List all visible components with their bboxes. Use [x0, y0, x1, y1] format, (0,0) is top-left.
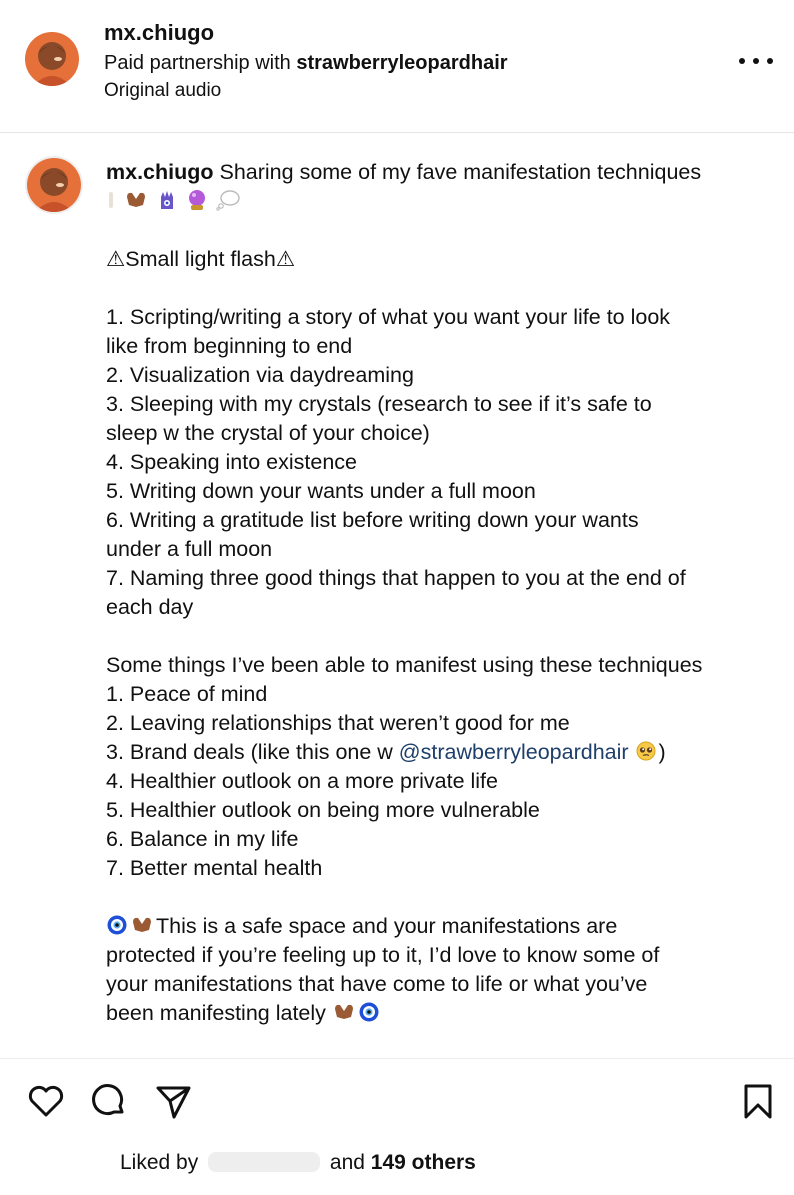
profile-avatar[interactable]	[25, 32, 79, 86]
caption-line: 3. Sleeping with my crystals (research to see if it’s safe to	[106, 392, 652, 416]
caption-spacer	[106, 622, 771, 651]
section-divider	[0, 1058, 794, 1059]
caption-line: 4. Speaking into existence	[106, 450, 357, 474]
post-caption	[106, 158, 771, 1028]
caption-line: like from beginning to end	[106, 334, 353, 358]
caption-line: 1. Scripting/writing a story of what you want your life to look	[106, 305, 671, 329]
caption-emoji-row	[106, 187, 771, 216]
comment-icon[interactable]	[88, 1080, 130, 1122]
caption-line: your manifestations that have come to life or what you’ve	[106, 972, 648, 996]
post-author-username[interactable]: mx.chiugo	[104, 20, 215, 45]
caption-line: 6. Balance in my life	[106, 827, 299, 851]
heart-hands-emoji-icon	[124, 189, 148, 211]
caption-line: 2. Leaving relationships that weren’t good for me	[106, 711, 570, 735]
caption-line: Some things I’ve been able to manifest using these techniques	[106, 653, 703, 677]
caption-line: 6. Writing a gratitude list before writing down your wants	[106, 508, 639, 532]
mention-link[interactable]: @strawberryleopardhair	[398, 740, 629, 764]
caption-line: 7. Naming three good things that happen to you at the end of	[106, 566, 686, 590]
audio-link[interactable]: Original audio	[104, 80, 222, 101]
likes-prefix: Liked by	[120, 1151, 199, 1174]
liked-by-user-blurred[interactable]	[208, 1152, 320, 1172]
bookmark-icon[interactable]	[737, 1080, 779, 1122]
caption-line: 4. Healthier outlook on a more private life	[106, 769, 498, 793]
nazar-amulet-emoji-icon	[358, 1001, 380, 1023]
caption-line: 7. Better mental health	[106, 856, 323, 880]
caption-line: protected if you’re feeling up to it, I’d love to know some of	[106, 943, 660, 967]
caption-line: each day	[106, 595, 194, 619]
caption-line: 2. Visualization via daydreaming	[106, 363, 414, 387]
partner-username-link[interactable]: strawberryleopardhair	[296, 52, 508, 74]
caption-spacer	[106, 216, 771, 245]
caption-outro-line	[106, 912, 771, 941]
brand-line-prefix: 3. Brand deals (like this one w	[106, 740, 399, 764]
caption-line: sleep w the crystal of your choice)	[106, 421, 430, 445]
caption-intro: Sharing some of my fave manifestation techniques	[213, 160, 702, 184]
brand-line-suffix: )	[658, 740, 666, 764]
caption-line: 1. Peace of mind	[106, 682, 268, 706]
more-dot	[767, 58, 773, 64]
send-icon[interactable]	[152, 1080, 194, 1122]
thought-bubble-emoji-icon	[216, 189, 240, 211]
caption-outro-last-line	[106, 999, 771, 1028]
heart-hands-emoji-icon	[332, 1001, 356, 1023]
likes-count-link[interactable]: 149 others	[370, 1151, 476, 1174]
post-header	[0, 0, 794, 133]
hamsa-emoji-icon	[156, 189, 178, 211]
more-dot	[753, 58, 759, 64]
caption-brand-line	[106, 738, 771, 767]
caption-warning: ⚠Small light flash⚠	[106, 247, 296, 271]
paid-partnership-label	[104, 52, 508, 75]
pleading-face-emoji-icon	[635, 740, 657, 762]
more-options-icon[interactable]	[739, 47, 773, 75]
outro-text: This is a safe space and your manifestations are	[156, 914, 618, 938]
caption-avatar[interactable]	[25, 156, 83, 214]
nazar-amulet-emoji-icon	[106, 914, 128, 936]
likes-middle: and	[329, 1151, 365, 1174]
caption-username[interactable]: mx.chiugo	[106, 160, 214, 184]
caption-spacer	[106, 883, 771, 912]
crystal-ball-emoji-icon	[186, 189, 208, 211]
likes-summary	[120, 1151, 476, 1175]
outro-text: been manifesting lately	[106, 1001, 326, 1025]
paid-partnership-prefix: Paid partnership with	[104, 52, 291, 74]
heart-hands-emoji-icon	[130, 914, 154, 936]
more-dot	[739, 58, 745, 64]
caption-line: under a full moon	[106, 537, 273, 561]
caption-line: 5. Writing down your wants under a full moon	[106, 479, 536, 503]
sparkle-emoji-icon	[106, 189, 116, 211]
caption-spacer	[106, 274, 771, 303]
caption-line: 5. Healthier outlook on being more vulnerable	[106, 798, 540, 822]
caption-intro-line	[106, 158, 771, 187]
heart-icon[interactable]	[25, 1080, 67, 1122]
